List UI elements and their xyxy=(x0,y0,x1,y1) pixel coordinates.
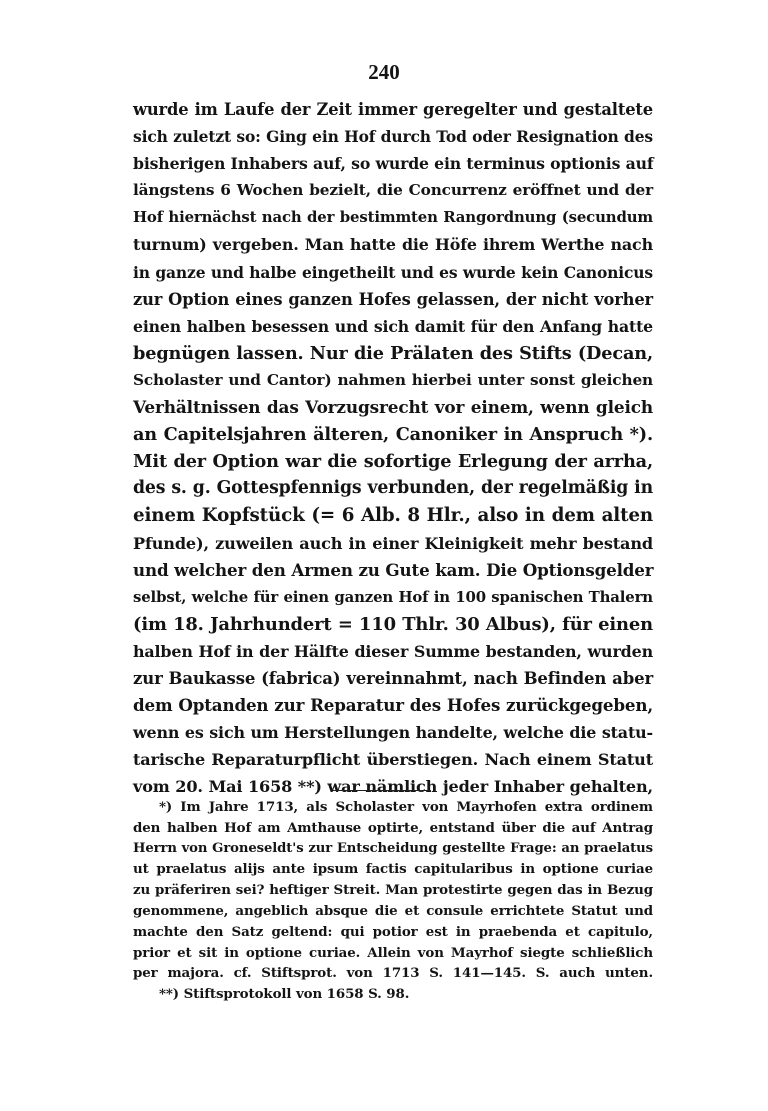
footnote-line: machte den Satz geltend: qui potior est in praebenda et capitulo, xyxy=(133,923,653,940)
text-line: und welcher den Armen zu Gute kam. Die Optionsgelder xyxy=(133,559,654,580)
text-line: begnügen lassen. Nur die Prälaten des Stifts (Decan, xyxy=(133,342,653,364)
page-number: 240 xyxy=(368,60,400,84)
text-line: vom 20. Mai 1658 **) war nämlich jeder Inhaber gehalten, xyxy=(133,777,653,797)
footnote-line: **) Stiftsprotokoll von 1658 S. 98. xyxy=(159,986,410,1003)
text-line: selbst, welche für einen ganzen Hof in 100 spanischen Thalern xyxy=(133,587,653,606)
text-line: halben Hof in der Hälfte dieser Summe bestanden, wurden xyxy=(133,641,653,661)
footnote-line: ut praelatus alijs ante ipsum factis capitularibus in optione curiae xyxy=(133,861,653,878)
text-line: Mit der Option war die sofortige Erlegung der arrha, xyxy=(133,451,653,473)
text-line: Pfunde), zuweilen auch in einer Kleinigkeit mehr bestand xyxy=(133,533,653,553)
text-line: wurde im Laufe der Zeit immer geregelter und gestaltete xyxy=(133,100,653,119)
text-line: des s. g. Gottespfennigs verbunden, der regelmäßig in xyxy=(133,478,653,499)
text-line: einem Kopfstück (= 6 Alb. 8 Hlr., also in dem alten xyxy=(133,505,653,527)
text-line: zur Baukasse (fabrica) vereinnahmt, nach Befinden aber xyxy=(133,668,653,688)
main-text xyxy=(133,96,653,800)
text-line: in ganze und halbe eingetheilt und es wurde kein Canonicus xyxy=(133,262,653,282)
text-line: Verhältnissen das Vorzugsrecht vor einem, wenn gleich xyxy=(133,397,653,418)
footnote-line: prior et sit in optione curiae. Allein von Mayrhof siegte schließlich xyxy=(133,944,653,961)
text-line: längstens 6 Wochen bezielt, die Concurrenz eröffnet und der xyxy=(133,181,653,200)
text-line: sich zuletzt so: Ging ein Hof durch Tod oder Resignation des xyxy=(133,127,653,147)
text-line: zur Option eines ganzen Hofes gelassen, der nicht vorher xyxy=(133,289,653,309)
footnote-line: genommene, angeblich absque die et consule errichtete Statut und xyxy=(133,902,653,919)
text-line: wenn es sich um Herstellungen handelte, welche die statu- xyxy=(133,723,653,743)
text-line: turnum) vergeben. Man hatte die Höfe ihrem Werthe nach xyxy=(133,235,653,255)
text-line: dem Optanden zur Reparatur des Hofes zurückgegeben, xyxy=(133,695,653,716)
text-line: Scholaster und Cantor) nahmen hierbei unter sonst gleichen xyxy=(133,370,653,389)
footnote-line: per majora. cf. Stiftsprot. von 1713 S. 141—145. S. auch unten. xyxy=(133,965,653,982)
text-line: einen halben besessen und sich damit für den Anfang hatte xyxy=(133,316,653,336)
footnote-separator xyxy=(333,790,431,791)
text-line: bisherigen Inhabers auf, so wurde ein terminus optionis auf xyxy=(133,154,654,174)
footnote-line: zu präferiren sei? heftiger Streit. Man protestirte gegen das in Bezug xyxy=(133,882,653,899)
text-line: Hof hiernächst nach der bestimmten Rangordnung (secundum xyxy=(133,208,653,227)
footnote-line: den halben Hof am Amthause optirte, entstand über die auf Antrag xyxy=(133,819,653,836)
footnote-line: Herrn von Groneseldt's zur Entscheidung gestellte Frage: an praelatus xyxy=(133,840,653,856)
text-line: (im 18. Jahrhundert = 110 Thlr. 30 Albus), für einen xyxy=(133,613,653,635)
text-line: an Capitelsjahren älteren, Canoniker in Anspruch *). xyxy=(133,424,653,446)
footnote-line: *) Im Jahre 1713, als Scholaster von Mayrhofen extra ordinem xyxy=(159,799,653,815)
footnotes xyxy=(133,797,653,1005)
text-line: tarische Reparaturpflicht überstiegen. Nach einem Statut xyxy=(133,750,653,770)
